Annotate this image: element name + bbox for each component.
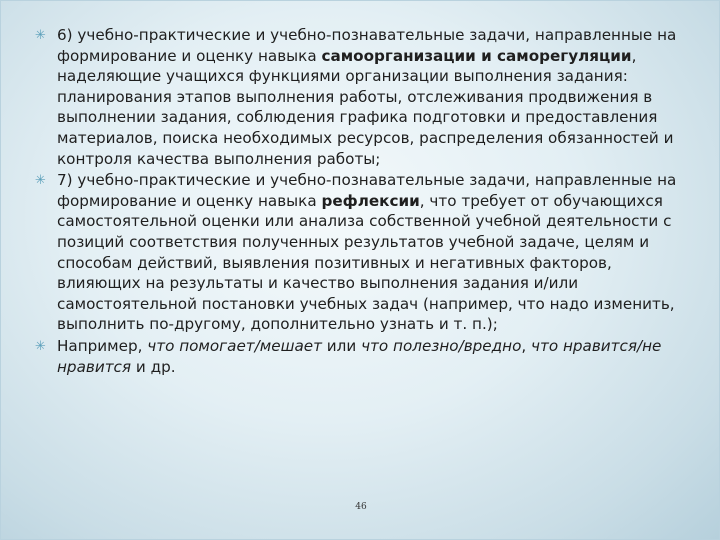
page-number: 46: [355, 502, 367, 512]
list-item: [35, 170, 695, 335]
item-text: или: [321, 336, 362, 355]
item-emphasis: рефлексии: [321, 191, 420, 210]
item-text: 6) учебно-практические и учебно-познавательные задачи, направленные на формирование и оценку навыка: [57, 26, 677, 65]
asterisk-bullet-icon: ✳: [35, 338, 46, 354]
item-text: Например,: [57, 336, 148, 355]
item-text: , наделяющие учащихся функциями организации выполнения задания: планирования этапов выполнения работы, отслеживания продвижения в выполнении задания, соблюдения графика подготовки и предоставления материалов, поиска необходимых ресурсов, распределения обязанностей и контроля качества выполнения работы;: [57, 46, 674, 168]
item-emphasis: самоорганизации и саморегуляции: [321, 46, 632, 65]
slide-content: [35, 25, 695, 378]
list-item: [35, 25, 695, 169]
item-italic: что помогает/мешает: [147, 336, 322, 355]
item-text: ,: [521, 336, 532, 355]
asterisk-bullet-icon: ✳: [35, 28, 46, 43]
item-text: 7) учебно-практические и учебно-познавательные задачи, направленные на формирование и оценку навыка: [57, 171, 677, 210]
item-italic: что нравится/не нравится: [57, 336, 662, 376]
item-italic: что полезно/вредно: [361, 336, 522, 355]
list-item: [35, 336, 695, 377]
asterisk-bullet-icon: ✳: [35, 173, 46, 189]
item-text: и др.: [131, 357, 176, 376]
item-text: , что требует от обучающихся самостоятельной оценки или анализа собственной учебной деятельности с позиций соответствия полученных результатов учебной задаче, целям и способам действий, выявления позитивных и негативных факторов, влияющих на результаты и качество выполнения задания и/или самостоятельной постановки учебных задач (например, что надо изменить, выполнить по-другому, дополнительно узнать и т. п.);: [57, 191, 675, 334]
